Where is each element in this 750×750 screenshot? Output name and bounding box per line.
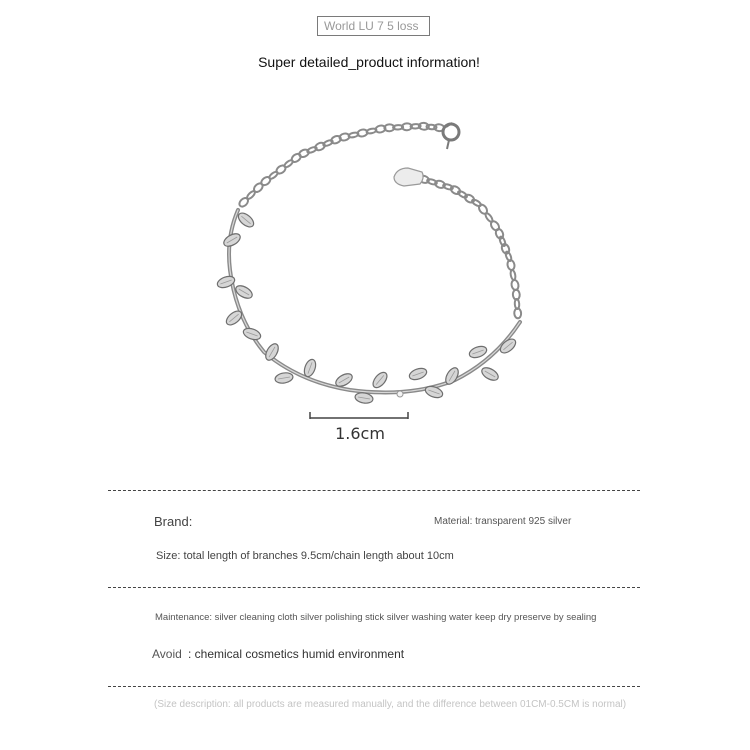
- material-text: Material: transparent 925 silver: [434, 516, 572, 527]
- bracelet-chain: [238, 122, 522, 318]
- chain-link: [290, 152, 302, 163]
- chain-link: [510, 270, 516, 281]
- maintenance-text: Maintenance: silver cleaning cloth silver polishing stick silver washing water keep dry preserve by sealing: [155, 612, 597, 623]
- charm-tag: [394, 168, 423, 186]
- dimension-marker: [310, 412, 408, 419]
- size-text: Size: total length of branches 9.5cm/chain length about 10cm: [156, 550, 454, 562]
- size-description-note: (Size description: all products are measured manually, and the difference between 01CM-0.5CM is normal): [154, 699, 627, 710]
- page-headline: Super detailed_product information!: [258, 54, 480, 70]
- dashed-divider: [108, 686, 640, 687]
- avoid-label: Avoid: [152, 647, 182, 661]
- vine-branch: [216, 210, 520, 404]
- chain-link: [489, 220, 500, 232]
- dimension-label: 1.6cm: [335, 424, 385, 443]
- spring-clasp: [443, 123, 459, 149]
- avoid-text: : chemical cosmetics humid environment: [188, 647, 405, 661]
- dashed-divider: [108, 490, 640, 491]
- brand-label: Brand:: [154, 514, 193, 529]
- dashed-divider: [108, 587, 640, 588]
- header-tag: World LU 7 5 loss: [317, 16, 430, 36]
